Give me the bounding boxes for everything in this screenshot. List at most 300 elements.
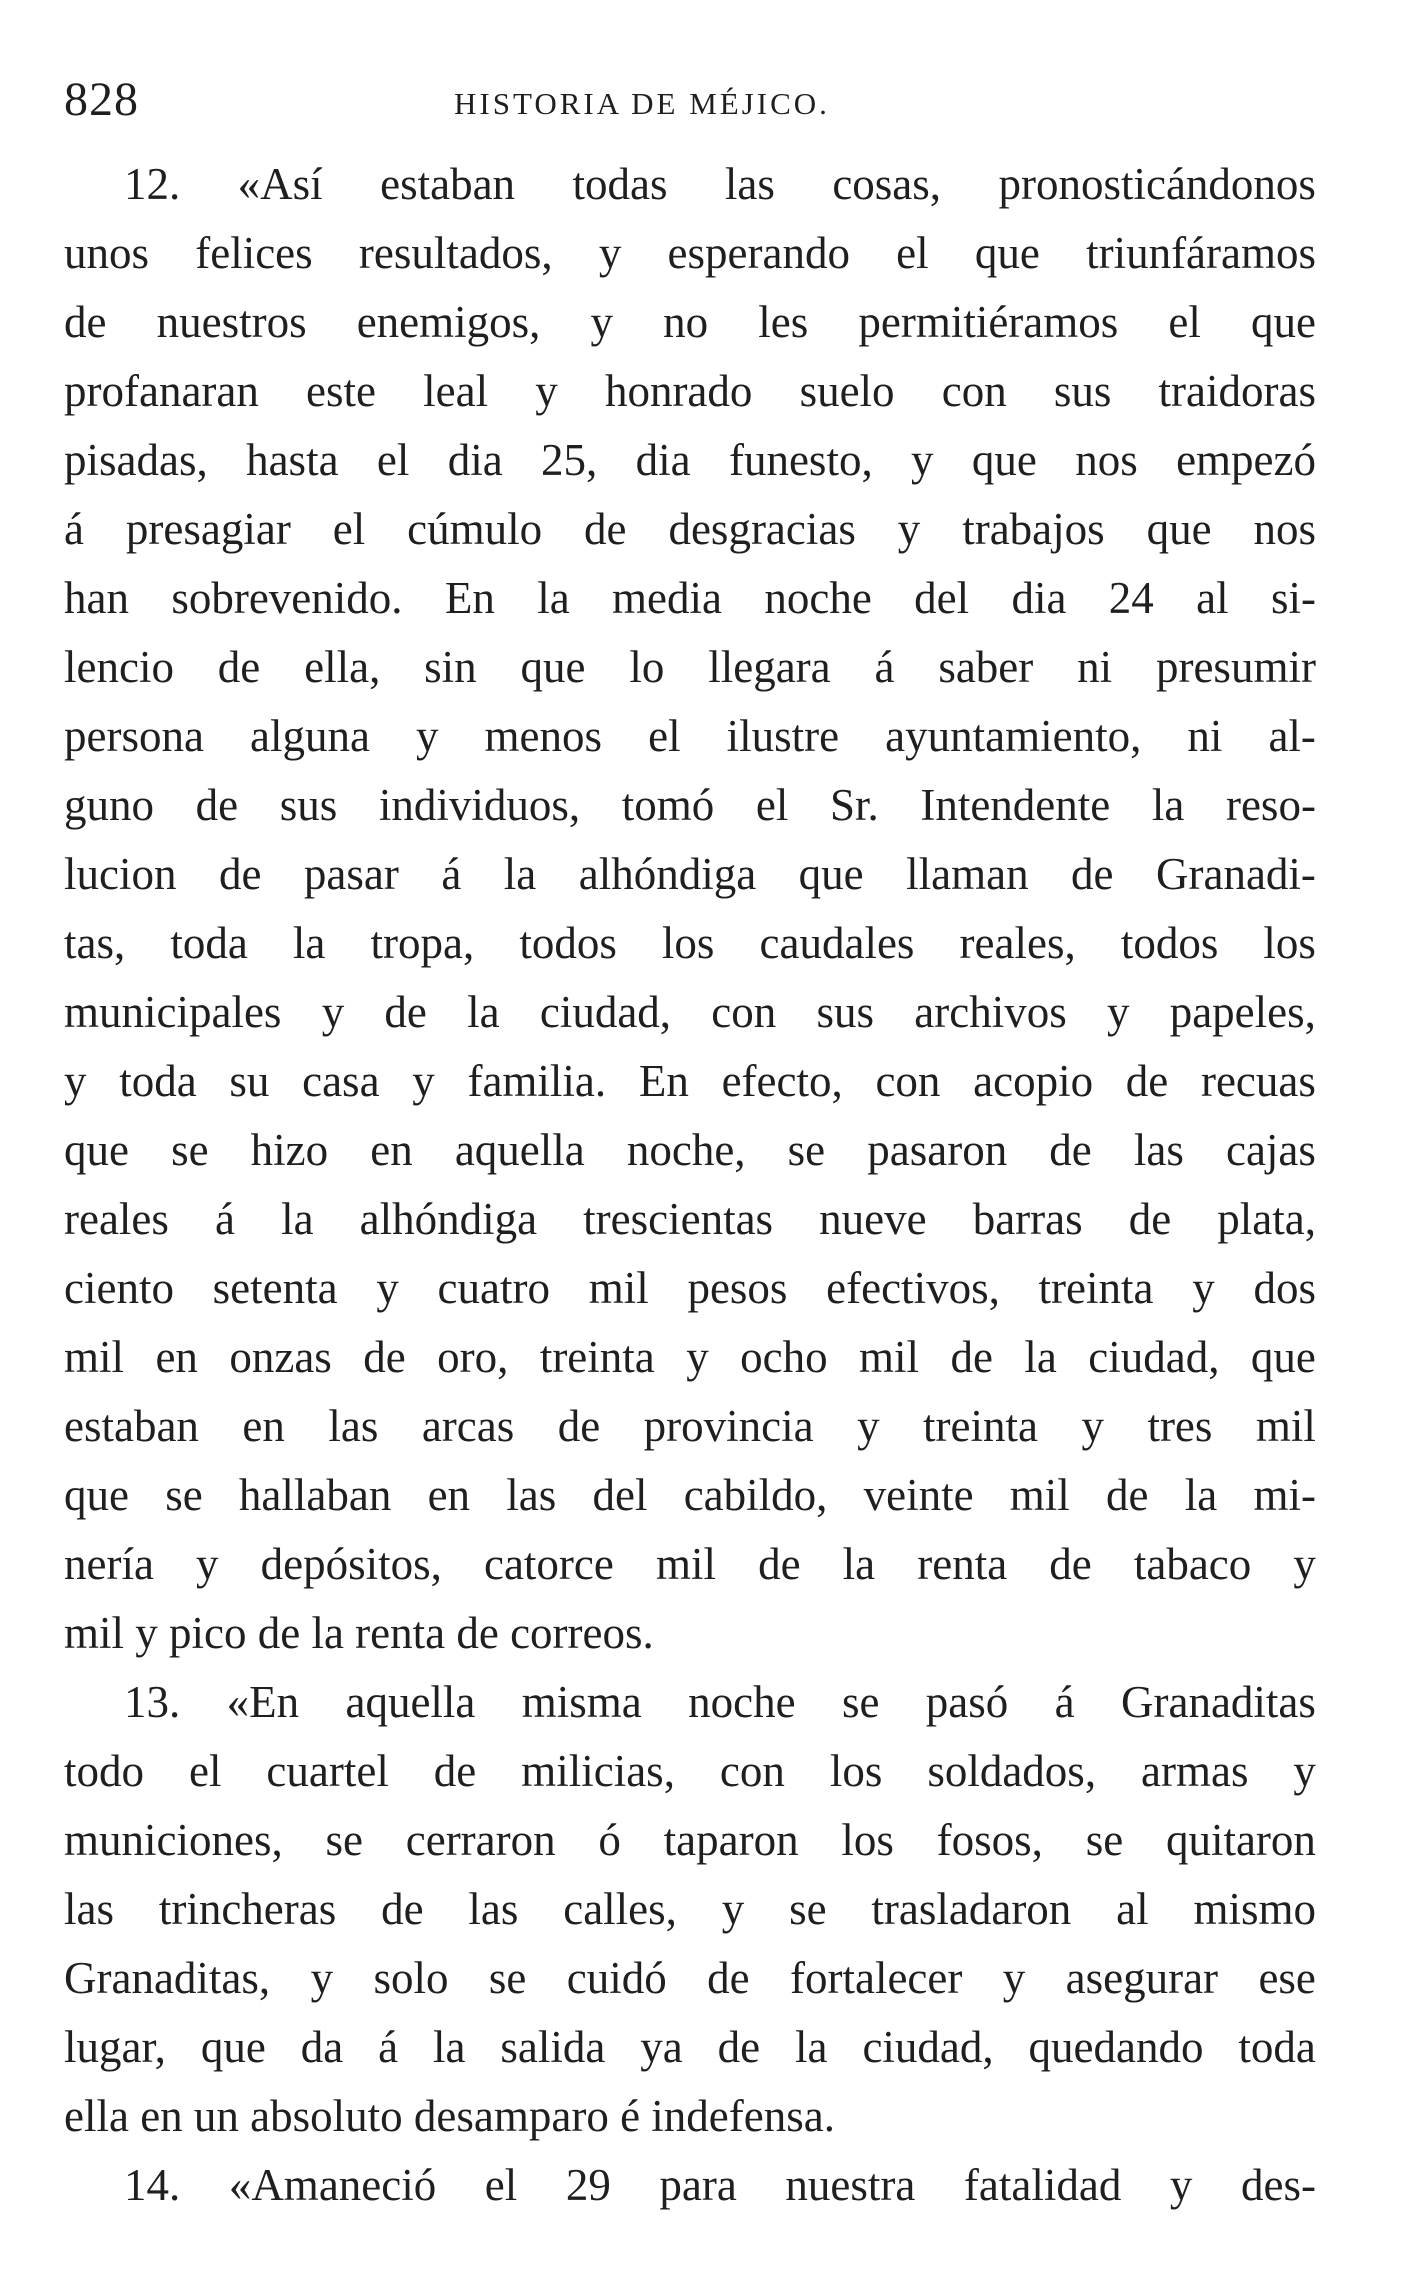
word: se bbox=[841, 1677, 880, 1727]
word: provincia bbox=[643, 1401, 814, 1451]
word: alguna bbox=[250, 711, 370, 761]
word: fatalidad bbox=[963, 2160, 1122, 2210]
word: para bbox=[659, 2160, 737, 2210]
text-line bbox=[64, 1875, 1316, 1944]
word: ocho bbox=[740, 1332, 828, 1382]
word: cúmulo bbox=[407, 504, 543, 554]
word: noche, bbox=[626, 1125, 746, 1175]
word: del bbox=[592, 1470, 648, 1520]
word: treinta bbox=[923, 1401, 1038, 1451]
word: desgracias bbox=[668, 504, 856, 554]
word: que bbox=[64, 1125, 129, 1175]
word: archivos bbox=[914, 987, 1067, 1037]
word: renta bbox=[917, 1539, 1008, 1589]
word: reso- bbox=[1225, 780, 1316, 830]
word: mil bbox=[655, 1539, 716, 1589]
text-line bbox=[64, 219, 1316, 288]
word: familia. bbox=[467, 1056, 607, 1106]
text-line bbox=[64, 1530, 1316, 1599]
word: acopio bbox=[973, 1056, 1094, 1106]
word: cajas bbox=[1225, 1125, 1316, 1175]
word: pisadas, bbox=[64, 435, 208, 485]
word: todas bbox=[572, 159, 668, 209]
word: toda bbox=[170, 918, 248, 968]
word: profanaran bbox=[64, 366, 259, 416]
word: arcas bbox=[421, 1401, 515, 1451]
word: felices bbox=[195, 228, 313, 278]
word: y bbox=[1293, 1746, 1316, 1796]
word: de bbox=[1049, 1125, 1092, 1175]
word: nos bbox=[1075, 435, 1138, 485]
text-line bbox=[64, 1668, 1316, 1737]
line-text: mil y pico de la renta de correos. bbox=[64, 1608, 654, 1658]
word: de bbox=[64, 297, 107, 347]
text-line bbox=[64, 150, 1316, 219]
word: 24 bbox=[1108, 573, 1154, 623]
word: pasar bbox=[303, 849, 399, 899]
word: plata, bbox=[1217, 1194, 1316, 1244]
word: lucion bbox=[64, 849, 177, 899]
text-line bbox=[64, 633, 1316, 702]
word: alhóndiga bbox=[359, 1194, 538, 1244]
text-line bbox=[64, 1116, 1316, 1185]
word: pasó bbox=[925, 1677, 1009, 1727]
word: y bbox=[535, 366, 558, 416]
word: recuas bbox=[1200, 1056, 1316, 1106]
word: el bbox=[332, 504, 366, 554]
word: Granadi- bbox=[1156, 849, 1316, 899]
word: todos bbox=[519, 918, 617, 968]
word: á bbox=[1054, 1677, 1075, 1727]
word: 29 bbox=[565, 2160, 611, 2210]
word: quitaron bbox=[1165, 1815, 1316, 1865]
word: se bbox=[789, 1884, 827, 1934]
word: en bbox=[427, 1470, 471, 1520]
word: se bbox=[325, 1815, 363, 1865]
word: menos bbox=[484, 711, 603, 761]
word: que bbox=[1250, 297, 1316, 347]
word: municiones, bbox=[64, 1815, 283, 1865]
word: hallaban bbox=[238, 1470, 392, 1520]
word: quedando bbox=[1028, 2022, 1204, 2072]
text-line bbox=[64, 909, 1316, 978]
page-number: 828 bbox=[64, 73, 139, 126]
word: y bbox=[686, 1332, 709, 1382]
word: ciudad, bbox=[862, 2022, 994, 2072]
word: sus bbox=[1053, 366, 1112, 416]
word: de bbox=[758, 1539, 801, 1589]
word: las bbox=[328, 1401, 379, 1451]
text-line bbox=[64, 978, 1316, 1047]
word: fosos, bbox=[936, 1815, 1043, 1865]
word: que bbox=[200, 2022, 266, 2072]
word: al bbox=[1196, 573, 1229, 623]
word: y bbox=[590, 297, 614, 347]
word: toda bbox=[119, 1056, 197, 1106]
word: su bbox=[229, 1056, 270, 1106]
word: y bbox=[196, 1539, 219, 1589]
word: honrado bbox=[604, 366, 753, 416]
word: mil bbox=[859, 1332, 920, 1382]
word: la bbox=[537, 573, 570, 623]
word: tropa, bbox=[370, 918, 475, 968]
word: mil bbox=[1009, 1470, 1070, 1520]
word: dia bbox=[447, 435, 503, 485]
word: llaman bbox=[906, 849, 1029, 899]
word: tabaco bbox=[1133, 1539, 1252, 1589]
text-line bbox=[64, 1461, 1316, 1530]
word: leal bbox=[423, 366, 489, 416]
word: la bbox=[795, 2022, 828, 2072]
word: y bbox=[1002, 1953, 1026, 2003]
word: treinta bbox=[539, 1332, 655, 1382]
word: alhóndiga bbox=[578, 849, 757, 899]
word: de bbox=[717, 2022, 761, 2072]
word: de bbox=[1106, 1470, 1149, 1520]
word: el bbox=[188, 1746, 222, 1796]
word: los bbox=[841, 1815, 894, 1865]
word: cuartel bbox=[266, 1746, 389, 1796]
word: triunfáramos bbox=[1086, 228, 1316, 278]
word: de bbox=[950, 1332, 993, 1382]
word: y bbox=[416, 711, 439, 761]
word: de bbox=[195, 780, 239, 830]
word: «En bbox=[226, 1677, 300, 1727]
word: y bbox=[897, 504, 921, 554]
word: estaban bbox=[64, 1401, 199, 1451]
word: En bbox=[444, 573, 495, 623]
word: toda bbox=[1238, 2022, 1316, 2072]
running-title: HISTORIA DE MÉJICO. bbox=[454, 86, 830, 121]
word: sin bbox=[424, 642, 477, 692]
word: cuatro bbox=[437, 1263, 550, 1313]
word: cabildo, bbox=[683, 1470, 828, 1520]
word: á bbox=[441, 849, 462, 899]
word: el bbox=[755, 780, 789, 830]
word: catorce bbox=[483, 1539, 614, 1589]
word: aquella bbox=[345, 1677, 476, 1727]
word: depósitos, bbox=[260, 1539, 442, 1589]
text-line bbox=[64, 564, 1316, 633]
word: ya bbox=[640, 2022, 683, 2072]
word: que bbox=[971, 435, 1037, 485]
word: calles, bbox=[563, 1884, 677, 1934]
word: los bbox=[661, 918, 715, 968]
word: de bbox=[557, 1401, 601, 1451]
text-line bbox=[64, 1599, 1316, 1668]
word: que bbox=[974, 228, 1040, 278]
word: la bbox=[503, 849, 537, 899]
word: en bbox=[370, 1125, 413, 1175]
text-line bbox=[64, 771, 1316, 840]
word: misma bbox=[521, 1677, 642, 1727]
word: y bbox=[1293, 1539, 1316, 1589]
word: trescientas bbox=[583, 1194, 774, 1244]
word: con bbox=[875, 1056, 941, 1106]
word: de bbox=[1049, 1539, 1092, 1589]
text-line bbox=[64, 840, 1316, 909]
word: que bbox=[1250, 1332, 1316, 1382]
word: la bbox=[1184, 1470, 1218, 1520]
word: con bbox=[719, 1746, 785, 1796]
word: y bbox=[412, 1056, 435, 1106]
word: de bbox=[1071, 849, 1114, 899]
word: á bbox=[378, 2022, 399, 2072]
word: las bbox=[724, 159, 775, 209]
word: veinte bbox=[863, 1470, 974, 1520]
text-line bbox=[64, 357, 1316, 426]
word: en bbox=[155, 1332, 198, 1382]
word: tas, bbox=[64, 918, 126, 968]
word: Granaditas bbox=[1121, 1677, 1316, 1727]
text-line bbox=[64, 426, 1316, 495]
word: á bbox=[64, 504, 84, 554]
word: aquella bbox=[454, 1125, 585, 1175]
word: Sr. bbox=[829, 780, 879, 830]
word: se bbox=[171, 1125, 209, 1175]
word: presagiar bbox=[125, 504, 291, 554]
word: salida bbox=[500, 2022, 606, 2072]
word: suelo bbox=[799, 366, 895, 416]
word: si- bbox=[1270, 573, 1316, 623]
word: unos bbox=[64, 228, 150, 278]
word: el bbox=[376, 435, 410, 485]
word: ciudad, bbox=[539, 987, 672, 1037]
word: con bbox=[711, 987, 777, 1037]
word: noche bbox=[688, 1677, 796, 1727]
word: dos bbox=[1253, 1263, 1316, 1313]
word: todos bbox=[1120, 918, 1219, 968]
word: mil bbox=[588, 1263, 649, 1313]
word: media bbox=[612, 573, 722, 623]
word: ilustre bbox=[726, 711, 840, 761]
word: sus bbox=[279, 780, 338, 830]
word: de bbox=[584, 504, 627, 554]
text-line bbox=[64, 1323, 1316, 1392]
word: lugar, bbox=[64, 2022, 166, 2072]
word: onzas bbox=[229, 1332, 332, 1382]
word: enemigos, bbox=[356, 297, 541, 347]
word: el bbox=[896, 228, 929, 278]
word: la bbox=[1151, 780, 1185, 830]
word: los bbox=[1263, 918, 1316, 968]
word: nuestra bbox=[785, 2160, 916, 2210]
word: traidoras bbox=[1158, 366, 1316, 416]
word: y bbox=[857, 1401, 880, 1451]
word: «Amaneció bbox=[228, 2160, 437, 2210]
word: á bbox=[874, 642, 895, 692]
text-line bbox=[64, 1392, 1316, 1461]
word: del bbox=[914, 573, 970, 623]
word: ó bbox=[598, 1815, 621, 1865]
word: casa bbox=[302, 1056, 380, 1106]
word: presumir bbox=[1155, 642, 1316, 692]
word: al bbox=[1116, 1884, 1149, 1934]
word: la bbox=[1024, 1332, 1057, 1382]
word: dia bbox=[1011, 573, 1067, 623]
word: dia bbox=[635, 435, 691, 485]
word: 12. bbox=[124, 159, 181, 209]
word: 25, bbox=[541, 435, 598, 485]
word: al- bbox=[1268, 711, 1316, 761]
text-line bbox=[64, 2013, 1316, 2082]
word: hasta bbox=[246, 435, 339, 485]
word: treinta bbox=[1038, 1263, 1154, 1313]
word: de bbox=[363, 1332, 406, 1382]
text-line bbox=[64, 1047, 1316, 1116]
word: se bbox=[165, 1470, 203, 1520]
word: que bbox=[1146, 504, 1212, 554]
word: ni bbox=[1077, 642, 1113, 692]
word: mil bbox=[64, 1332, 125, 1382]
word: cosas, bbox=[832, 159, 942, 209]
word: ella, bbox=[304, 642, 381, 692]
word: papeles, bbox=[1169, 987, 1316, 1037]
word: de bbox=[218, 849, 262, 899]
word: las bbox=[1133, 1125, 1184, 1175]
word: de bbox=[381, 1884, 424, 1934]
word: trabajos bbox=[962, 504, 1105, 554]
word: Granaditas, bbox=[64, 1953, 271, 2003]
word: la bbox=[292, 918, 326, 968]
word: solo bbox=[373, 1953, 449, 2003]
word: mil bbox=[1255, 1401, 1316, 1451]
word: lo bbox=[629, 642, 665, 692]
word: persona bbox=[64, 711, 204, 761]
word: y bbox=[1192, 1263, 1215, 1313]
word: ayuntamiento, bbox=[885, 711, 1142, 761]
word: tres bbox=[1147, 1401, 1213, 1451]
text-line bbox=[64, 495, 1316, 564]
word: funesto, bbox=[728, 435, 873, 485]
word: les bbox=[758, 297, 809, 347]
word: ciento bbox=[64, 1263, 174, 1313]
word: En bbox=[638, 1056, 689, 1106]
word: ese bbox=[1258, 1953, 1316, 2003]
word: de bbox=[707, 1953, 750, 2003]
body-text bbox=[64, 150, 1316, 2220]
word: y bbox=[1081, 1401, 1104, 1451]
word: de bbox=[1125, 1056, 1169, 1106]
text-line bbox=[64, 2082, 1316, 2151]
word: que bbox=[798, 849, 864, 899]
word: el bbox=[484, 2160, 518, 2210]
running-head bbox=[64, 72, 1324, 132]
word: lencio bbox=[64, 642, 174, 692]
word: fortalecer bbox=[790, 1953, 963, 2003]
word: la bbox=[842, 1539, 876, 1589]
word: setenta bbox=[212, 1263, 338, 1313]
text-line bbox=[64, 288, 1316, 357]
word: que bbox=[64, 1470, 129, 1520]
text-line bbox=[64, 1254, 1316, 1323]
word: nueve bbox=[819, 1194, 927, 1244]
word: armas bbox=[1141, 1746, 1249, 1796]
word: el bbox=[1168, 297, 1201, 347]
word: empezó bbox=[1176, 435, 1316, 485]
word: estaban bbox=[380, 159, 516, 209]
text-line bbox=[64, 1944, 1316, 2013]
word: taparon bbox=[663, 1815, 799, 1865]
text-line bbox=[64, 1806, 1316, 1875]
word: han bbox=[64, 573, 129, 623]
word: cuidó bbox=[566, 1953, 667, 2003]
word: todo bbox=[64, 1746, 145, 1796]
word: llegara bbox=[708, 642, 831, 692]
word: Intendente bbox=[920, 780, 1111, 830]
word: la bbox=[433, 2022, 466, 2072]
text-line bbox=[64, 1737, 1316, 1806]
word: asegurar bbox=[1065, 1953, 1219, 2003]
word: y bbox=[376, 1263, 399, 1313]
word: de bbox=[384, 987, 427, 1037]
word: milicias, bbox=[521, 1746, 675, 1796]
word: des- bbox=[1240, 2160, 1316, 2210]
word: con bbox=[941, 366, 1007, 416]
word: efectivos, bbox=[826, 1263, 1000, 1313]
word: pasaron bbox=[867, 1125, 1008, 1175]
word: permitiéramos bbox=[858, 297, 1119, 347]
word: caudales bbox=[759, 918, 915, 968]
word: la bbox=[467, 987, 500, 1037]
word: efecto, bbox=[721, 1056, 843, 1106]
word: individuos, bbox=[378, 780, 581, 830]
word: las bbox=[468, 1884, 519, 1934]
word: las bbox=[506, 1470, 557, 1520]
word: pronosticándonos bbox=[998, 159, 1316, 209]
word: que bbox=[520, 642, 586, 692]
word: sobrevenido. bbox=[171, 573, 403, 623]
word: ni bbox=[1187, 711, 1223, 761]
word: de bbox=[433, 1746, 477, 1796]
word: tomó bbox=[621, 780, 715, 830]
word: este bbox=[306, 366, 377, 416]
line-text: ella en un absoluto desamparo é indefensa. bbox=[64, 2091, 835, 2141]
word: nuestros bbox=[156, 297, 307, 347]
word: y bbox=[64, 1056, 87, 1106]
text-line bbox=[64, 702, 1316, 771]
word: en bbox=[242, 1401, 285, 1451]
word: el bbox=[648, 711, 681, 761]
word: 13. bbox=[124, 1677, 181, 1727]
word: y bbox=[1169, 2160, 1193, 2210]
word: no bbox=[663, 297, 709, 347]
word: y bbox=[310, 1953, 334, 2003]
word: hizo bbox=[250, 1125, 329, 1175]
word: reales bbox=[64, 1194, 169, 1244]
word: nería bbox=[64, 1539, 154, 1589]
word: esperando bbox=[667, 228, 850, 278]
text-line bbox=[64, 2151, 1316, 2220]
word: da bbox=[300, 2022, 344, 2072]
text-line bbox=[64, 1185, 1316, 1254]
word: trasladaron bbox=[871, 1884, 1072, 1934]
word: soldados, bbox=[927, 1746, 1097, 1796]
word: mismo bbox=[1193, 1884, 1316, 1934]
word: reales, bbox=[959, 918, 1076, 968]
word: 14. bbox=[124, 2160, 181, 2210]
word: barras bbox=[972, 1194, 1083, 1244]
word: oro, bbox=[437, 1332, 509, 1382]
word: sus bbox=[816, 987, 875, 1037]
word: de bbox=[217, 642, 261, 692]
word: y bbox=[721, 1884, 745, 1934]
word: se bbox=[1085, 1815, 1124, 1865]
word: municipales bbox=[64, 987, 282, 1037]
word: y bbox=[911, 435, 934, 485]
word: ciudad, bbox=[1088, 1332, 1220, 1382]
word: se bbox=[787, 1125, 826, 1175]
